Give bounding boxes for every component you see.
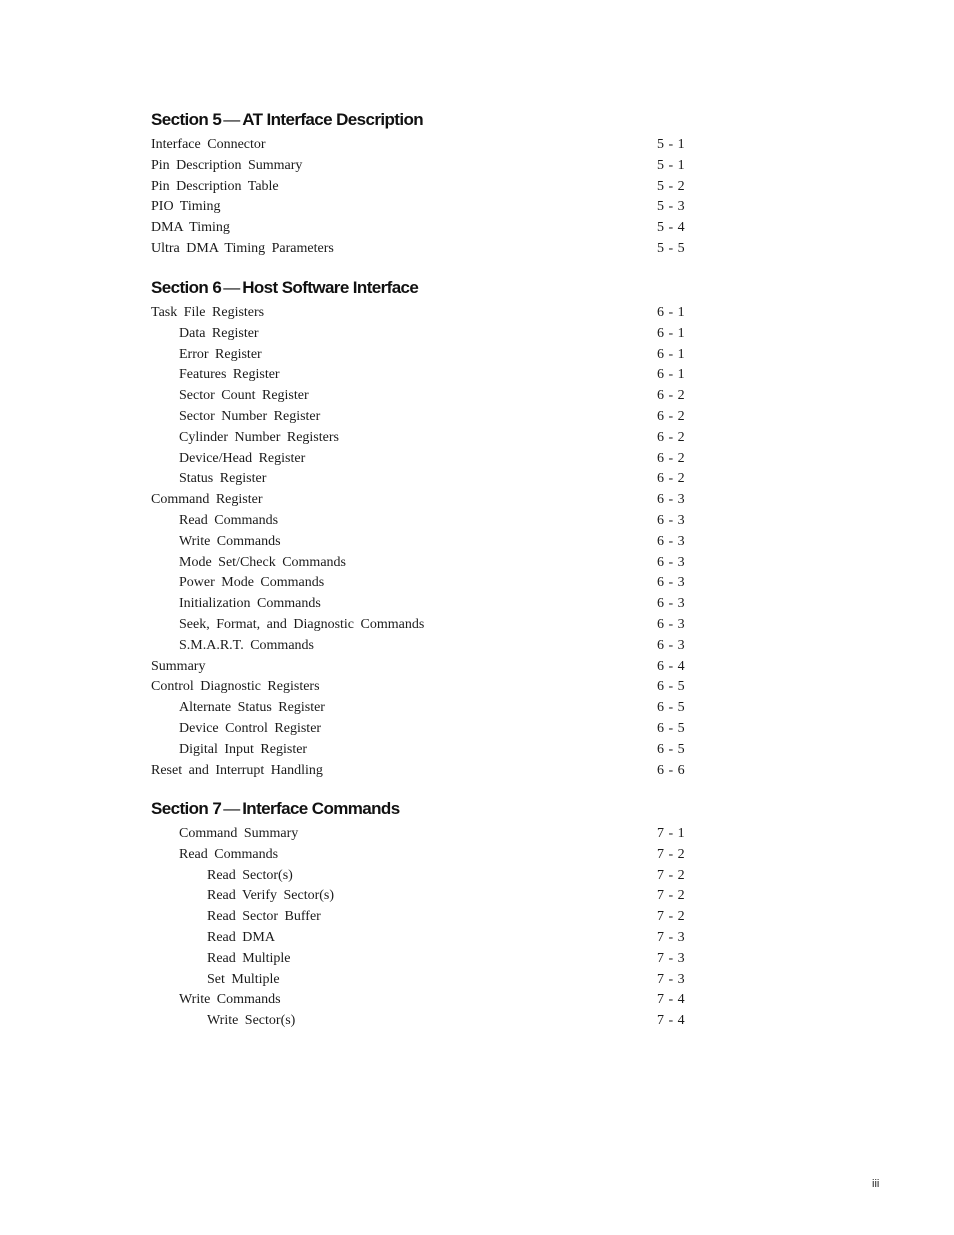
toc-entry[interactable] [151, 553, 687, 574]
toc-entry-label: Command Summary [179, 826, 299, 841]
toc-entry-page: 5 - 2 [657, 178, 685, 194]
toc-entry-page: 6 - 1 [657, 346, 685, 362]
toc-entry-page: 7 - 4 [657, 1013, 685, 1029]
toc-entry[interactable] [151, 511, 687, 532]
toc-entry-label: Ultra DMA Timing Parameters [151, 240, 334, 256]
toc-entry-page: 7 - 3 [657, 929, 685, 945]
toc-entry-label: Read Sector(s) [207, 867, 293, 883]
toc-entry-label: Read Multiple [207, 950, 291, 966]
toc-entry[interactable] [151, 677, 687, 698]
toc-entry[interactable] [151, 156, 687, 177]
toc-entry[interactable] [151, 303, 687, 324]
toc-entry[interactable] [151, 824, 687, 845]
toc-entry[interactable] [151, 197, 687, 218]
toc-entry-label: Pin Description Summary [151, 157, 303, 173]
toc-entry[interactable] [151, 990, 687, 1011]
toc-entry[interactable] [151, 594, 687, 615]
toc-entry-label: Command Register [151, 492, 263, 508]
toc-entry-page: 6 - 2 [657, 408, 685, 424]
toc-entry-page: 5 - 3 [657, 199, 685, 215]
section-5 [151, 108, 687, 260]
toc-entry-page: 6 - 4 [657, 658, 685, 674]
toc-entry-page: 7 - 3 [657, 950, 685, 966]
toc-entry[interactable] [151, 615, 687, 636]
toc-entry-label: Error Register [179, 346, 262, 362]
toc-entry-page: 7 - 2 [657, 909, 685, 925]
toc-entry-page: 7 - 4 [657, 992, 685, 1008]
toc-entry-page: 7 - 2 [657, 867, 685, 883]
toc-entry[interactable] [151, 449, 687, 470]
toc-entry[interactable] [151, 239, 687, 260]
toc-entry[interactable] [151, 490, 687, 511]
toc-entry[interactable] [151, 135, 687, 156]
toc-entry-label: Control Diagnostic Registers [151, 679, 320, 695]
toc-entry-page: 6 - 3 [657, 575, 685, 591]
toc-entry-page: 7 - 1 [657, 826, 685, 841]
toc-entry-page: 6 - 1 [657, 325, 685, 341]
toc-entry[interactable] [151, 407, 687, 428]
toc-entry-page: 6 - 3 [657, 512, 685, 528]
toc-entry-page: 6 - 2 [657, 429, 685, 445]
toc-entry-page: 6 - 2 [657, 388, 685, 404]
toc-entry-page: 7 - 3 [657, 971, 685, 987]
toc-entry[interactable] [151, 636, 687, 657]
toc-entry[interactable] [151, 970, 687, 991]
toc-entry-page: 5 - 1 [657, 157, 685, 173]
toc-entry-label: Read Commands [179, 512, 279, 528]
toc-entry-page: 5 - 4 [657, 220, 685, 236]
toc-entry-label: Status Register [179, 471, 267, 487]
toc-entry-page: 6 - 3 [657, 616, 685, 632]
toc-entry-page: 6 - 6 [657, 762, 685, 778]
toc-entry[interactable] [151, 845, 687, 866]
toc-entry[interactable] [151, 218, 687, 239]
toc-entry-label: Power Mode Commands [179, 575, 325, 591]
toc-entry-label: Data Register [179, 325, 259, 341]
toc-entry-page: 7 - 2 [657, 846, 685, 862]
toc-entry-label: Digital Input Register [179, 741, 308, 757]
section-dash: — [223, 799, 241, 818]
toc-entry-label: Read DMA [207, 929, 275, 945]
toc-entry-page: 6 - 3 [657, 596, 685, 612]
toc-entry[interactable] [151, 740, 687, 761]
toc-entry[interactable] [151, 177, 687, 198]
entry-list [151, 135, 687, 260]
page-number: iii [872, 1178, 880, 1190]
toc-entry-label: Write Sector(s) [207, 1013, 296, 1029]
toc-entry-label: Read Commands [179, 846, 279, 862]
toc-entry-label: Task File Registers [151, 305, 265, 320]
toc-entry-label: Reset and Interrupt Handling [151, 762, 323, 778]
toc-entry-label: Write Commands [179, 992, 281, 1008]
section-dash: — [223, 278, 241, 297]
section-number: Section 7 [151, 799, 222, 818]
toc-entry-page: 6 - 1 [657, 367, 685, 383]
section-number: Section 5 [151, 110, 222, 129]
toc-entry-label: Write Commands [179, 533, 281, 549]
section-number: Section 6 [151, 278, 222, 297]
toc-entry[interactable] [151, 698, 687, 719]
toc-entry-label: Device/Head Register [179, 450, 306, 466]
toc-entry-label: PIO Timing [151, 199, 221, 215]
toc-entry-page: 6 - 3 [657, 492, 685, 508]
toc-entry-page: 6 - 3 [657, 554, 685, 570]
toc-entry[interactable] [151, 532, 687, 553]
toc-entry-page: 6 - 5 [657, 741, 685, 757]
toc-entry-label: Set Multiple [207, 971, 280, 987]
section-title-text: Host Software Interface [242, 278, 419, 297]
toc-entry-label: Summary [151, 658, 206, 674]
section-title-text: AT Interface Description [242, 110, 424, 129]
toc-entry[interactable] [151, 886, 687, 907]
entry-list [151, 303, 687, 781]
toc-entry-label: Read Verify Sector(s) [207, 888, 335, 904]
toc-entry[interactable] [151, 949, 687, 970]
toc-entry[interactable] [151, 719, 687, 740]
toc-entry[interactable] [151, 469, 687, 490]
toc-entry-label: Device Control Register [179, 720, 322, 736]
toc-entry-label: Seek, Format, and Diagnostic Commands [179, 616, 425, 632]
toc-entry-page: 6 - 3 [657, 637, 685, 653]
toc-entry[interactable] [151, 761, 687, 782]
toc-entry[interactable] [151, 428, 687, 449]
toc-entry-page: 6 - 5 [657, 700, 685, 716]
toc-entry-label: Pin Description Table [151, 178, 279, 194]
toc-entry[interactable] [151, 324, 687, 345]
toc-entry[interactable] [151, 928, 687, 949]
toc-entry[interactable] [151, 345, 687, 366]
section-7 [151, 797, 687, 1032]
toc-entry[interactable] [151, 1011, 687, 1032]
toc-entry[interactable] [151, 573, 687, 594]
section-dash: — [223, 110, 241, 129]
toc-entry-label: Read Sector Buffer [207, 909, 321, 925]
toc-entry[interactable] [151, 657, 687, 678]
toc-entry-label: Interface Connector [151, 137, 266, 152]
section-heading [151, 797, 687, 821]
toc-entry[interactable] [151, 866, 687, 887]
toc-entry[interactable] [151, 907, 687, 928]
entry-list [151, 824, 687, 1032]
toc-entry-label: Features Register [179, 367, 280, 383]
toc-entry-page: 6 - 2 [657, 450, 685, 466]
toc-entry[interactable] [151, 386, 687, 407]
toc-entry[interactable] [151, 365, 687, 386]
toc-entry-label: Cylinder Number Registers [179, 429, 339, 445]
toc-entry-label: Sector Count Register [179, 388, 309, 404]
section-heading [151, 276, 687, 300]
toc-entry-page: 6 - 5 [657, 720, 685, 736]
toc-entry-label: Initialization Commands [179, 596, 321, 612]
toc-entry-label: Mode Set/Check Commands [179, 554, 346, 570]
toc-entry-page: 6 - 1 [657, 305, 685, 320]
toc-entry-label: S.M.A.R.T. Commands [179, 637, 314, 653]
toc-entry-label: Sector Number Register [179, 408, 321, 424]
toc-entry-label: DMA Timing [151, 220, 230, 236]
toc-entry-page: 6 - 3 [657, 533, 685, 549]
toc-entry-page: 5 - 1 [657, 137, 685, 152]
toc-entry-page: 6 - 5 [657, 679, 685, 695]
toc-entry-page: 6 - 2 [657, 471, 685, 487]
section-6 [151, 276, 687, 781]
toc-entry-page: 7 - 2 [657, 888, 685, 904]
section-title-text: Interface Commands [242, 799, 400, 818]
toc-entry-label: Alternate Status Register [179, 700, 325, 716]
toc-entry-page: 5 - 5 [657, 240, 685, 256]
section-heading [151, 108, 687, 132]
